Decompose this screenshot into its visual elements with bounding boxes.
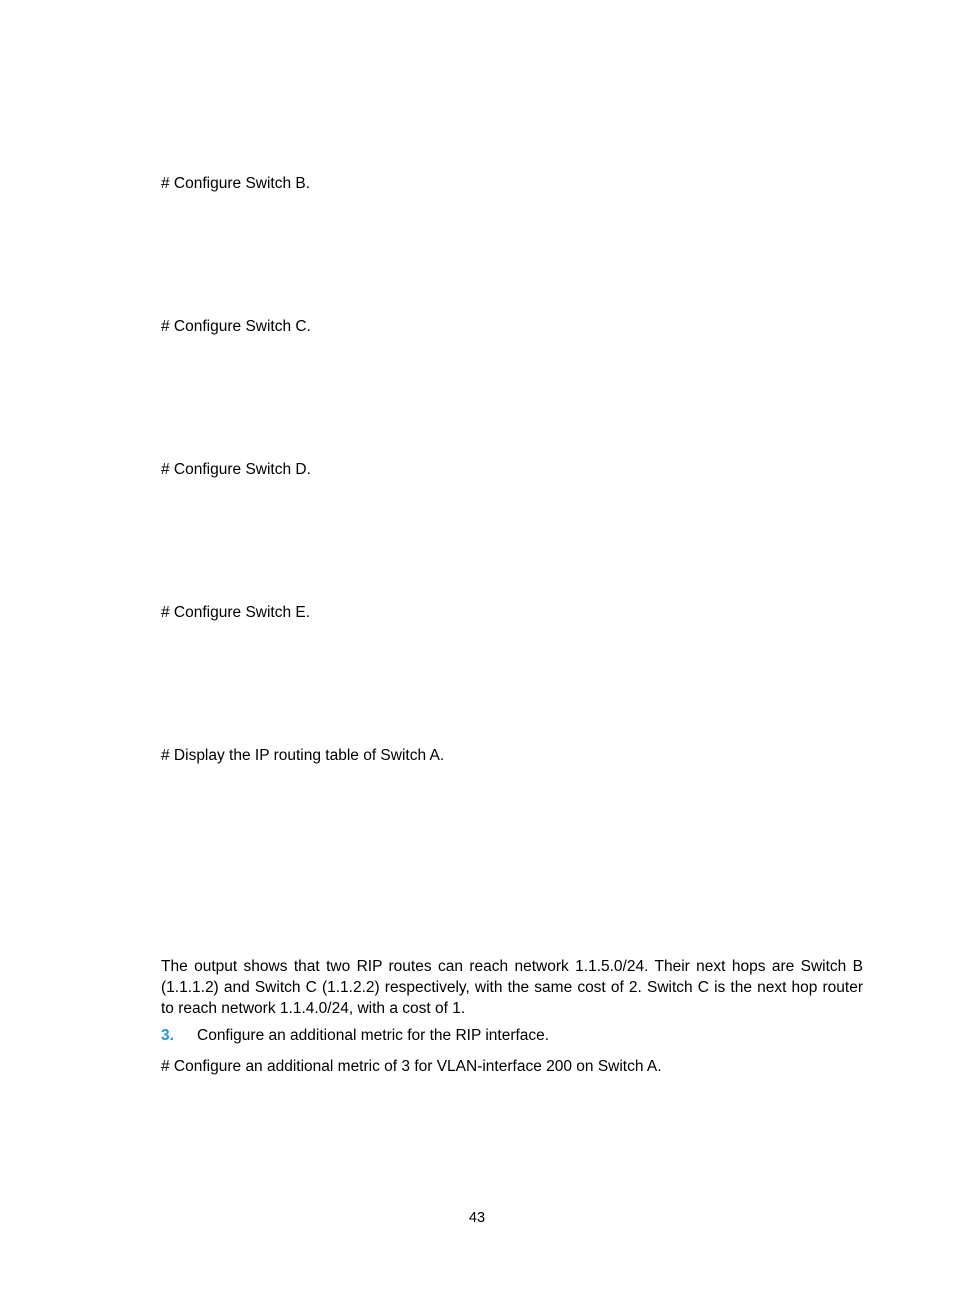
output-explanation-paragraph: The output shows that two RIP routes can reach network 1.1.5.0/24. Their next hops are Switch B (1.1.1.2) and Switch C (1.1.2.2) respectively, with the same cost of 2. Switch C is the next hop router to reach network 1.1.4.0/24, with a cost of 1.: [161, 958, 863, 1017]
configure-switch-d-text: # Configure Switch D.: [161, 461, 311, 478]
display-routing-table-text: # Display the IP routing table of Switch A.: [161, 747, 445, 764]
step-3: [161, 1026, 549, 1046]
step-3-number: 3.: [161, 1027, 174, 1044]
configure-switch-b-text: # Configure Switch B.: [161, 175, 311, 192]
page-number: 43: [468, 1210, 486, 1226]
configure-switch-c-text: # Configure Switch C.: [161, 318, 311, 335]
step-3-text: Configure an additional metric for the RIP interface.: [197, 1027, 550, 1044]
configure-switch-e-text: # Configure Switch E.: [161, 604, 311, 621]
additional-metric-text: # Configure an additional metric of 3 for VLAN-interface 200 on Switch A.: [161, 1058, 662, 1075]
